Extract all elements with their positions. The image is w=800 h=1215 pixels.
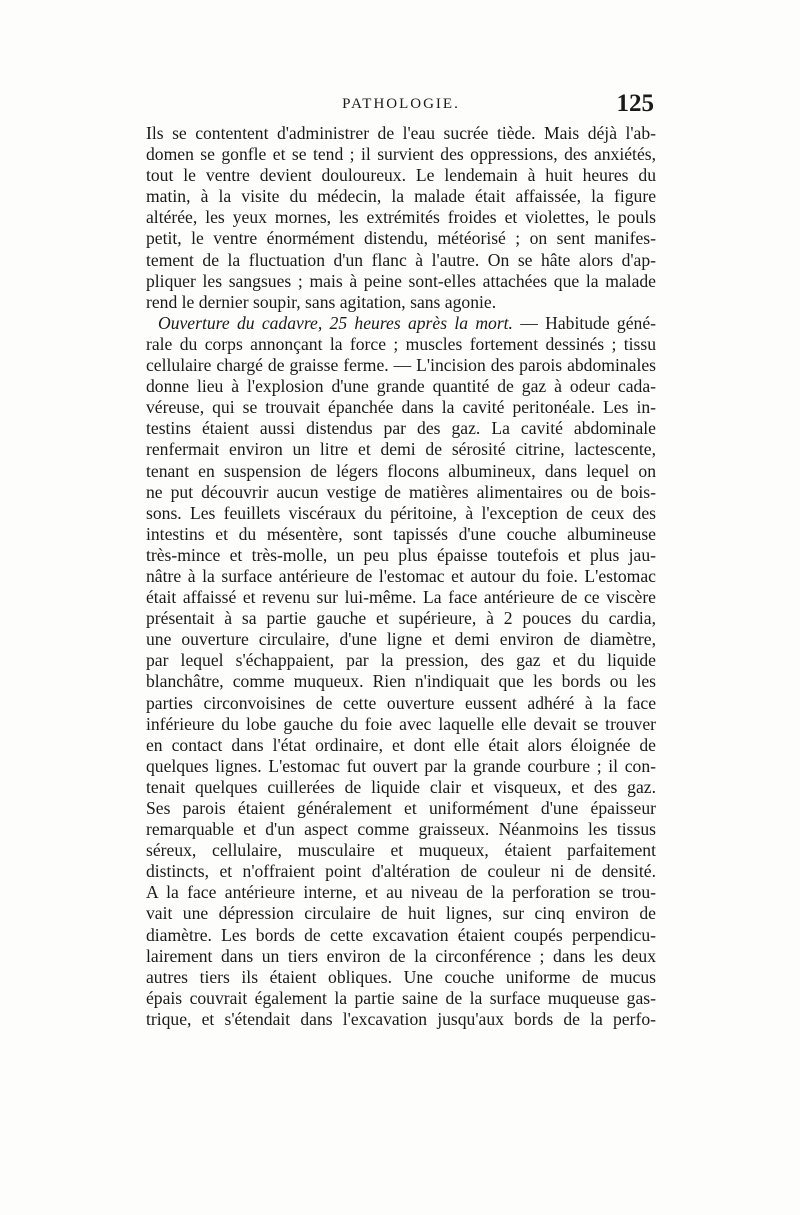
body-text [146, 123, 656, 1030]
text-line: renfermait environ un litre et demi de sérosité citrine, lactescente, [146, 439, 656, 460]
opening-line-rest: — Habitude géné- [512, 312, 656, 333]
text-line: altérée, les yeux mornes, les extrémités froides et violettes, le pouls [146, 207, 656, 228]
text-line: Ses parois étaient généralement et uniformément d'une épaisseur [146, 798, 656, 818]
text-line: intestins et du mésentère, sont tapissés d'une couche albumineuse [146, 523, 656, 544]
text-line: lairement dans un tiers environ de la circonférence ; dans les deux [146, 945, 656, 966]
text-line: rale du corps annonçant la force ; muscles fortement dessinés ; tissu [146, 333, 656, 354]
text-line: quelques lignes. L'estomac fut ouvert par la grande courbure ; il con- [146, 755, 656, 776]
paragraph-opening-line [146, 313, 656, 334]
running-head [146, 90, 656, 120]
text-line: domen se gonfle et se tend ; il survient des oppressions, des anxiétés, [146, 144, 656, 165]
text-line: donne lieu à l'explosion d'une grande quantité de gaz à odeur cada- [146, 376, 656, 397]
text-line: ne put découvrir aucun vestige de matières alimentaires ou de bois- [146, 481, 656, 502]
text-line: était affaissé et revenu sur lui-même. La face antérieure de ce viscère [146, 587, 656, 608]
text-line: inférieure du lobe gauche du foie avec laquelle elle devait se trouver [146, 713, 656, 734]
text-line: diamètre. Les bords de cette excavation étaient coupés perpendicu- [146, 924, 656, 945]
text-line: testins étaient aussi distendus par des gaz. La cavité abdominale [146, 418, 656, 439]
text-line: parties circonvoisines de cette ouverture eussent adhéré à la face [146, 692, 656, 713]
text-line: nâtre à la surface antérieure de l'estomac et autour du foie. L'estomac [146, 565, 656, 586]
text-line: très-mince et très-molle, un peu plus épaisse toutefois et plus jau- [146, 544, 656, 565]
text-line: tenant en suspension de légers flocons albumineux, dans lequel on [146, 460, 656, 481]
text-line: Ils se contentent d'administrer de l'eau sucrée tiède. Mais déjà l'ab- [146, 123, 656, 143]
text-line: une ouverture circulaire, d'une ligne et demi environ de diamètre, [146, 629, 656, 650]
text-line: cellulaire chargé de graisse ferme. — L'incision des parois abdominales [146, 355, 656, 376]
running-title: PATHOLOGIE. [342, 96, 460, 112]
text-line: présentait à sa partie gauche et supérieure, à 2 pouces du cardia, [146, 608, 656, 629]
text-line: petit, le ventre énormément distendu, météorisé ; on sent manifes- [146, 228, 656, 249]
text-line: en contact dans l'état ordinaire, et dont elle était alors éloignée de [146, 734, 656, 755]
page-number: 125 [616, 90, 654, 117]
text-line: véreuse, qui se trouvait épanchée dans la cavité peritonéale. Les in- [146, 397, 656, 418]
text-line: rend le dernier soupir, sans agitation, sans agonie. [146, 291, 497, 312]
text-line: tout le ventre devient douloureux. Le lendemain à huit heures du [146, 165, 656, 186]
text-line: sons. Les feuillets viscéraux du péritoine, à l'exception de ceux des [146, 502, 656, 523]
text-line: remarquable et d'un aspect comme graisseux. Néanmoins les tissus [146, 819, 656, 840]
text-line: matin, à la visite du médecin, la malade était affaissée, la figure [146, 186, 656, 207]
text-line: vait une dépression circulaire de huit lignes, sur cinq environ de [146, 903, 656, 924]
text-line: tement de la fluctuation d'un flanc à l'autre. On se hâte alors d'ap- [146, 249, 656, 270]
section-heading-italic: Ouverture du cadavre, 25 heures après la mort. [158, 312, 513, 333]
text-line: épais couvrait également la partie saine de la surface muqueuse gas- [146, 987, 656, 1008]
text-line: pliquer les sangsues ; mais à peine sont-elles attachées que la malade [146, 270, 656, 291]
text-line: tenait quelques cuillerées de liquide clair et visqueux, et des gaz. [146, 776, 656, 797]
text-line: par lequel s'échappaient, par la pression, des gaz et du liquide [146, 650, 656, 671]
text-line: distincts, et n'offraient point d'altération de couleur ni de densité. [146, 861, 656, 882]
text-line: blanchâtre, comme muqueux. Rien n'indiquait que les bords ou les [146, 671, 656, 692]
text-line: séreux, cellulaire, musculaire et muqueux, étaient parfaitement [146, 840, 656, 861]
text-line: A la face antérieure interne, et au niveau de la perforation se trou- [146, 882, 656, 903]
text-line: autres tiers ils étaient obliques. Une couche uniforme de mucus [146, 966, 656, 987]
text-line: trique, et s'étendait dans l'excavation jusqu'aux bords de la perfo- [146, 1008, 656, 1029]
